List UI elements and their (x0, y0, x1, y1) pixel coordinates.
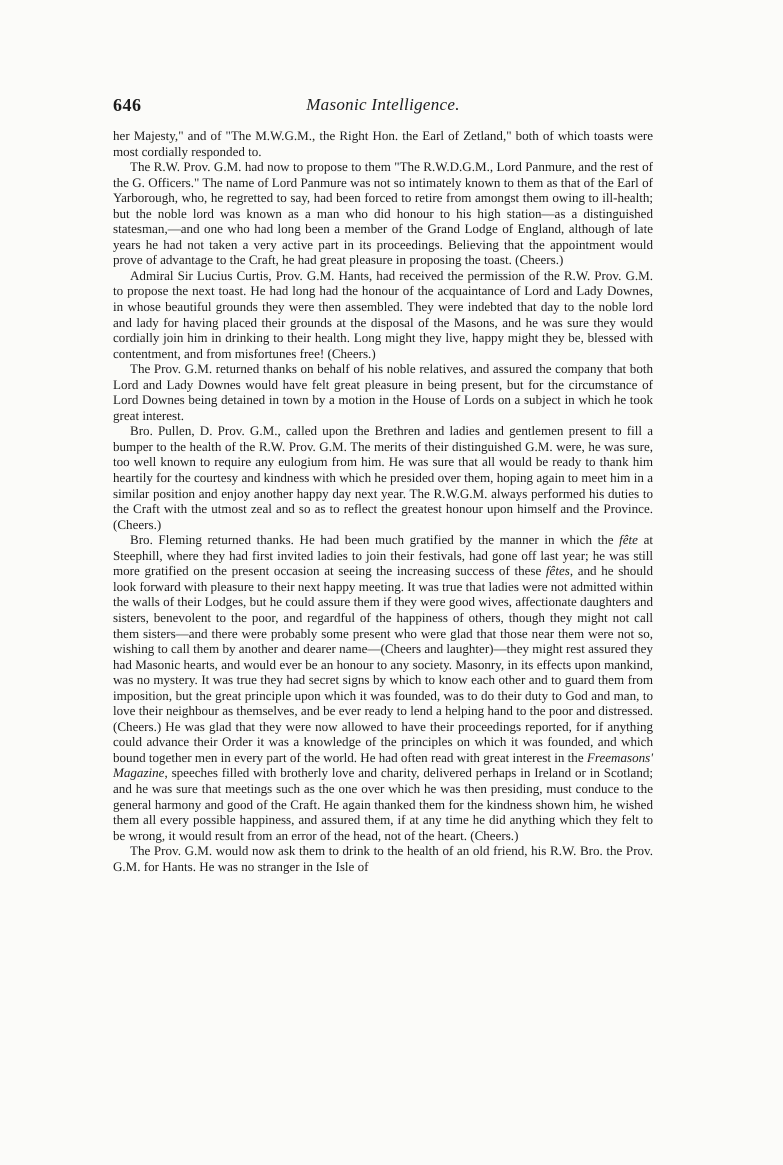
fleming-text-3: , and he should look forward with pleasure to their next happy meeting. It was true that ladies were not admitted within the walls of their Lodges, but he could assure them if they were good wives, affectionate daughters and sisters, benevolent to the poor, and regardful of the happiness of others, though they might not call them sisters—and there were probably some present who were glad that those near them were not so, wishing to call them by another and dearer name—(Cheers and laughter)—they might rest assured they had Masonic hearts, and would ever be an honour to any society. Masonry, in its effects upon mankind, was no mystery. It was true they had secret signs by which to know each other and to guard them from imposition, but the great principle upon which it was founded, was to do their duty to God and man, to love their neighbour as themselves, and be ever ready to lend a helping hand to the poor and distressed. (Cheers.) He was glad that they were now allowed to have their proceedings reported, for if anything could advance their Order it was a knowledge of the principles on which it was founded, and which bound together men in every part of the world. He had often read with great interest in the (113, 563, 653, 765)
paragraph-pullen-toast: Bro. Pullen, D. Prov. G.M., called upon the Brethren and ladies and gentlemen present to fill a bumper to the health of the R.W. Prov. G.M. The merits of their distinguished G.M. were, he was sure, too well known to require any eulogium from him. He was sure that all would be ready to thank him heartily for the courtesy and kindness with which he presided over them, hoping again to meet him in a similar position and enjoy another happy day next year. The R.W.G.M. always performed his duties to the Craft with the utmost zeal and so as to reflect the greatest honour upon himself and the Province. (Cheers.) (113, 423, 653, 532)
fleming-text-2: at Steephill, where they had first invited ladies to join their festivals, had gone off last year; he was still more gratified on the present occasion at seeing the increasing success of these (113, 532, 653, 579)
fete-italic: fête (619, 532, 638, 548)
magazine-title-italic: Freemasons' Magazine (113, 749, 653, 781)
paragraph-downes-toast: Admiral Sir Lucius Curtis, Prov. G.M. Hants, had received the permission of the R.W. Prov. G.M. to propose the next toast. He had long had the honour of the acquaintance of Lord and Lady Downes, in whose beautiful grounds they were then assembled. They were indebted that day to the noble lord and lady for having placed their grounds at the disposal of the Masons, and he was sure they would cordially join him in drinking to their health. Long might they live, happy might they be, blessed with contentment, and from misfortunes free! (Cheers.) (113, 267, 653, 361)
fetes-italic: fêtes (545, 563, 570, 579)
page-number: 646 (113, 95, 142, 115)
paragraph-continuation: her Majesty," and of "The M.W.G.M., the Right Hon. the Earl of Zetland," both of which toasts were most cordially responded to. (113, 128, 653, 159)
fleming-text-1: Bro. Fleming returned thanks. He had been much gratified by the manner in which the (130, 532, 620, 548)
paragraph-panmure-toast: The R.W. Prov. G.M. had now to propose to them "The R.W.D.G.M., Lord Panmure, and the rest of the G. Officers." The name of Lord Panmure was not so intimately known to them as that of the Earl of Yarborough, who, he regretted to say, had been forced to retire from amongst them owing to ill-health; but the noble lord was known as a man who did honour to his high station—as a distinguished statesman,—and one who had long been a member of the Grand Lodge of England, although of late years he had not taken a very active part in its proceedings. Believing that the appointment would prove of advantage to the Craft, he had great pleasure in proposing the toast. (Cheers.) (113, 159, 653, 268)
fleming-text-4: , speeches filled with brotherly love and charity, delivered perhaps in Ireland or in Scotland; and he was sure that meetings such as the one over which he was then presiding, must conduce to the general harmony and good of the Craft. He again thanked them for the kindness shown him, he wished them all every possible happiness, and assured them, if at any time he did anything which they felt to be wrong, it would result from an error of the head, not of the heart. (Cheers.) (113, 765, 653, 843)
paragraph-downes-thanks: The Prov. G.M. returned thanks on behalf of his noble relatives, and assured the company that both Lord and Lady Downes would have felt great pleasure in being present, but for the circumstance of Lord Downes being detained in town by a motion in the House of Lords on a subject in which he took great interest. (113, 361, 653, 423)
page-header (113, 95, 653, 125)
paragraph-fleming-reply (113, 532, 653, 843)
article-body (113, 128, 653, 874)
running-title: Masonic Intelligence. (306, 95, 460, 114)
paragraph-hants-toast: The Prov. G.M. would now ask them to drink to the health of an old friend, his R.W. Bro. the Prov. G.M. for Hants. He was no stranger in the Isle of (113, 843, 653, 874)
